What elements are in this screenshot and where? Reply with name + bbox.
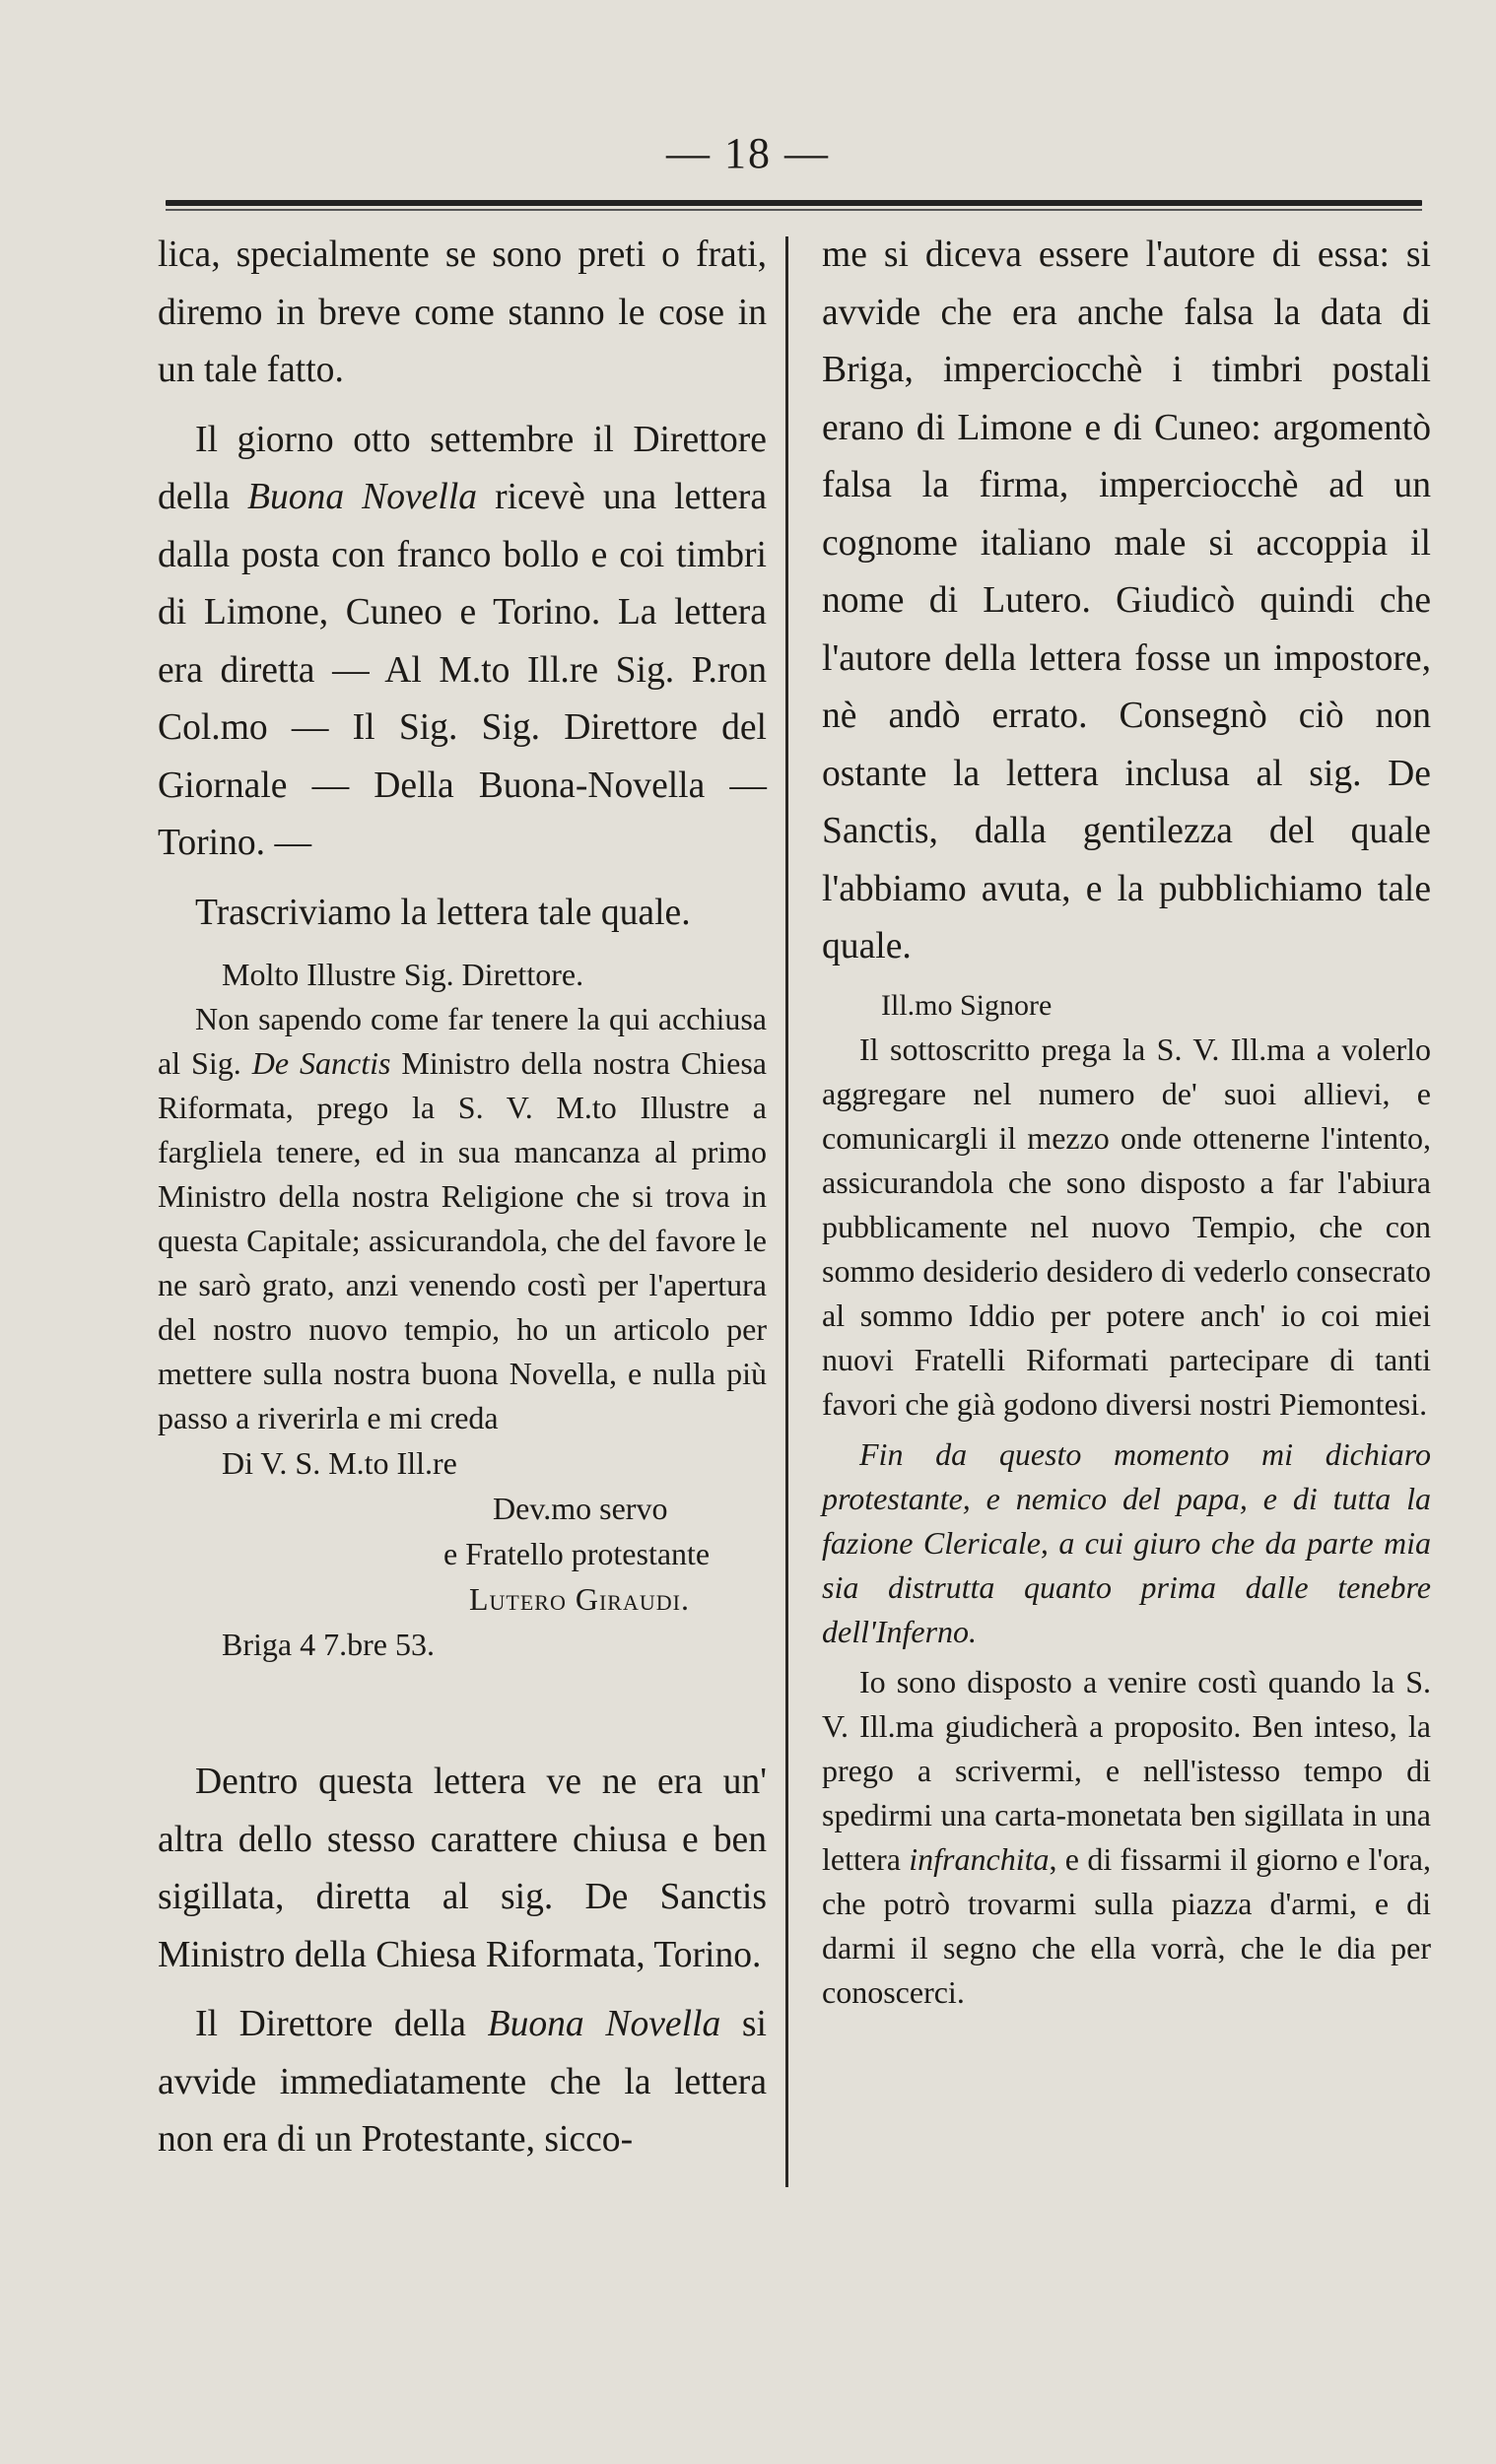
left-column xyxy=(158,227,767,1667)
quoted-letter xyxy=(822,984,1431,2015)
paragraph: Trascriviamo la lettera tale quale. xyxy=(195,892,691,933)
paragraph xyxy=(158,1996,767,2169)
page-number: — 18 — xyxy=(666,129,830,177)
letter-sign: Dev.mo servo xyxy=(493,1491,668,1526)
header-rule xyxy=(166,200,1422,206)
letter-body xyxy=(822,1660,1431,2015)
right-column xyxy=(822,227,1431,2015)
letter-heading: Ill.mo Signore xyxy=(881,988,1053,1022)
text: Il Direttore della xyxy=(195,2004,488,2044)
text: Ministro della nostra Chiesa Riformata, prego la S. V. M.to Illustre a fargliela tenere, ed in sua mancanza al primo Ministro della nostra Religione che si trova in questa Capitale; assicurandola, che del favore le ne sarò grato, anzi venendo costì per l'apertura del nostro nuovo tempio, ho un articolo per mettere sulla nostra buona Novella, e nulla più passo a riverirla e mi creda xyxy=(158,1045,768,1435)
paragraph: lica, specialmente se sono preti o frati, diremo in breve come stanno le cose in un tale fatto. xyxy=(158,234,767,390)
letter-body: Il sottoscritto prega la S. V. Ill.ma a volerlo aggregare nel numero de' suoi allievi, e comunicargli il mezzo onde ottenerne l'intento, assicurandola che sono disposto a far l'abiura pubblicamente nel nuovo Tempio, che con sommo desiderio desidero di vederlo consecrato al sommo Iddio per potere anch' io coi miei nuovi Fratelli Riformati partecipare di tanti favori che già godono diversi nostri Piemontesi. xyxy=(822,1031,1431,1422)
left-column-tail xyxy=(158,1754,767,2169)
letter-body: Fin da questo momento mi dichiaro protestante, e nemico del papa, e di tutta la fazione Clericale, a cui giuro che da parte mia sia distrutta quanto prima dalle tenebre dell'Inferno. xyxy=(822,1435,1431,1649)
column-divider xyxy=(785,236,788,2187)
text: Il giorno otto settembre il Direttore della xyxy=(158,419,767,517)
text: Io sono disposto a venire costì quando la S. V. Ill.ma giudicherà a proposito. Ben inteso, la prego a scrivermi, e nell'istesso tempo di spedirmi una carta-monetata ben sigillata in una lettera xyxy=(822,1663,1431,1877)
letter-salutation: Molto Illustre Sig. Direttore. xyxy=(222,957,584,992)
text: si avvide immediatamente che la lettera non era di un Protestante, sicco- xyxy=(158,2004,767,2160)
letter-body xyxy=(158,997,767,1440)
italic-text: Buona Novella xyxy=(247,477,478,517)
italic-text: infranchita xyxy=(909,1840,1050,1877)
paragraph xyxy=(158,412,767,873)
header-rule-thin xyxy=(166,209,1422,211)
italic-text: De Sanctis xyxy=(251,1045,391,1081)
paragraph: Dentro questa lettera ve ne era un' altra dello stesso carattere chiusa e ben sigillata, diretta al sig. De Sanctis Ministro della Chiesa Riformata, Torino. xyxy=(158,1762,767,1975)
text: Non sapendo come far tenere la qui acchiusa al Sig. xyxy=(158,1001,767,1081)
letter-date: Briga 4 7.bre 53. xyxy=(222,1627,435,1662)
italic-text: Buona Novella xyxy=(487,2004,721,2044)
text: ricevè una lettera dalla posta con franco bollo e coi timbri di Limone, Cuneo e Torino. La lettera era diretta — Al M.to Ill.re Sig. P.ron Col.mo — Il Sig. Sig. Direttore del Giornale — Della Buona-Novella — Torino. — xyxy=(158,477,768,863)
text: , e di fissarmi il giorno e l'ora, che potrò trovarmi sulla piazza d'armi, e di darmi il segno che ella vorrà, che le dia per conoscerci. xyxy=(822,1840,1432,2010)
quoted-letter xyxy=(158,952,767,1667)
letter-sign: e Fratello protestante xyxy=(443,1536,711,1571)
letter-sign: Di V. S. M.to Ill.re xyxy=(222,1445,457,1481)
paragraph: me si diceva essere l'autore di essa: si avvide che era anche falsa la data di Briga, imperciocchè i timbri postali erano di Limone e di Cuneo: argomentò falsa la firma, imperciocchè ad un cognome italiano male si accoppia il nome di Lutero. Giudicò quindi che l'autore della lettera fosse un impostore, nè andò errato. Consegnò ciò non ostante la lettera inclusa al sig. De Sanctis, dalla gentilezza del quale l'abbiamo avuta, e la pubblichiamo tale quale. xyxy=(822,234,1431,966)
letter-signature: Lutero Giraudi. xyxy=(469,1581,690,1617)
